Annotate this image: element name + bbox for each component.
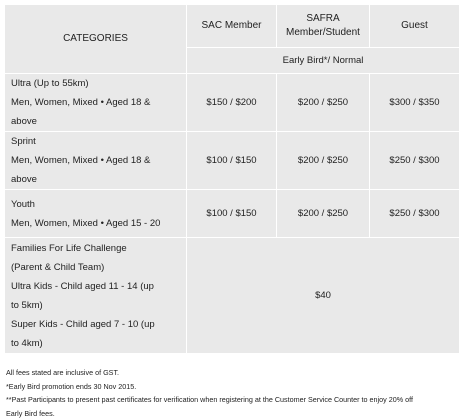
safra-header xyxy=(277,5,370,48)
gst-note: All fees stated are inclusive of GST. xyxy=(6,368,120,377)
category-title: Youth xyxy=(11,198,35,210)
table-row xyxy=(5,190,460,238)
header-row xyxy=(5,5,460,48)
table-row xyxy=(5,74,460,132)
safra-header-line2: Member/Student xyxy=(286,27,360,38)
category-desc-cont: above xyxy=(11,116,37,127)
pricing-subheader: Early Bird*/ Normal xyxy=(187,48,460,74)
category-cell xyxy=(5,190,187,238)
category-desc: Men, Women, Mixed • Aged 18 & xyxy=(11,155,151,166)
table-row xyxy=(5,132,460,190)
early-bird-note: *Early Bird promotion ends 30 Nov 2015. xyxy=(6,381,137,391)
super-kids-line-cont: to 4km) xyxy=(11,337,43,349)
category-cell xyxy=(5,74,187,132)
guest-price: $250 / $300 xyxy=(370,132,460,190)
guest-header: Guest xyxy=(370,5,460,48)
category-desc-cont: above xyxy=(11,174,37,185)
sac-member-header: SAC Member xyxy=(187,5,277,48)
guest-price: $250 / $300 xyxy=(370,190,460,238)
category-title: Sprint xyxy=(11,136,36,147)
ultra-kids-line: Ultra Kids - Child aged 11 - 14 (up xyxy=(11,280,154,292)
super-kids-line: Super Kids - Child aged 7 - 10 (up xyxy=(11,318,155,330)
ultra-kids-line-cont: to 5km) xyxy=(11,299,43,311)
safra-price: $200 / $250 xyxy=(277,190,370,238)
fees-table xyxy=(4,4,460,354)
category-title: Ultra (Up to 55km) xyxy=(11,78,89,89)
families-title: Families For Life Challenge xyxy=(11,242,127,254)
category-desc: Men, Women, Mixed • Aged 18 & xyxy=(11,97,151,108)
safra-header-line1: SAFRA xyxy=(306,13,340,24)
category-cell xyxy=(5,132,187,190)
safra-price: $200 / $250 xyxy=(277,132,370,190)
past-participants-note: **Past Participants to present past certificates for verification when registering at the Customer Service Counter to enjoy 20% off xyxy=(6,395,413,404)
families-category-cell xyxy=(5,238,187,354)
categories-header: CATEGORIES xyxy=(5,5,187,74)
past-participants-note-cont: Early Bird fees. xyxy=(6,408,55,418)
guest-price: $300 / $350 xyxy=(370,74,460,132)
sac-price: $100 / $150 xyxy=(187,190,277,238)
safra-price: $200 / $250 xyxy=(277,74,370,132)
families-row xyxy=(5,238,460,354)
category-desc: Men, Women, Mixed • Aged 15 - 20 xyxy=(11,217,161,229)
families-subtitle: (Parent & Child Team) xyxy=(11,261,105,273)
families-price: $40 xyxy=(187,238,460,354)
sac-price: $100 / $150 xyxy=(187,132,277,190)
sac-price: $150 / $200 xyxy=(187,74,277,132)
footnotes xyxy=(6,366,461,420)
